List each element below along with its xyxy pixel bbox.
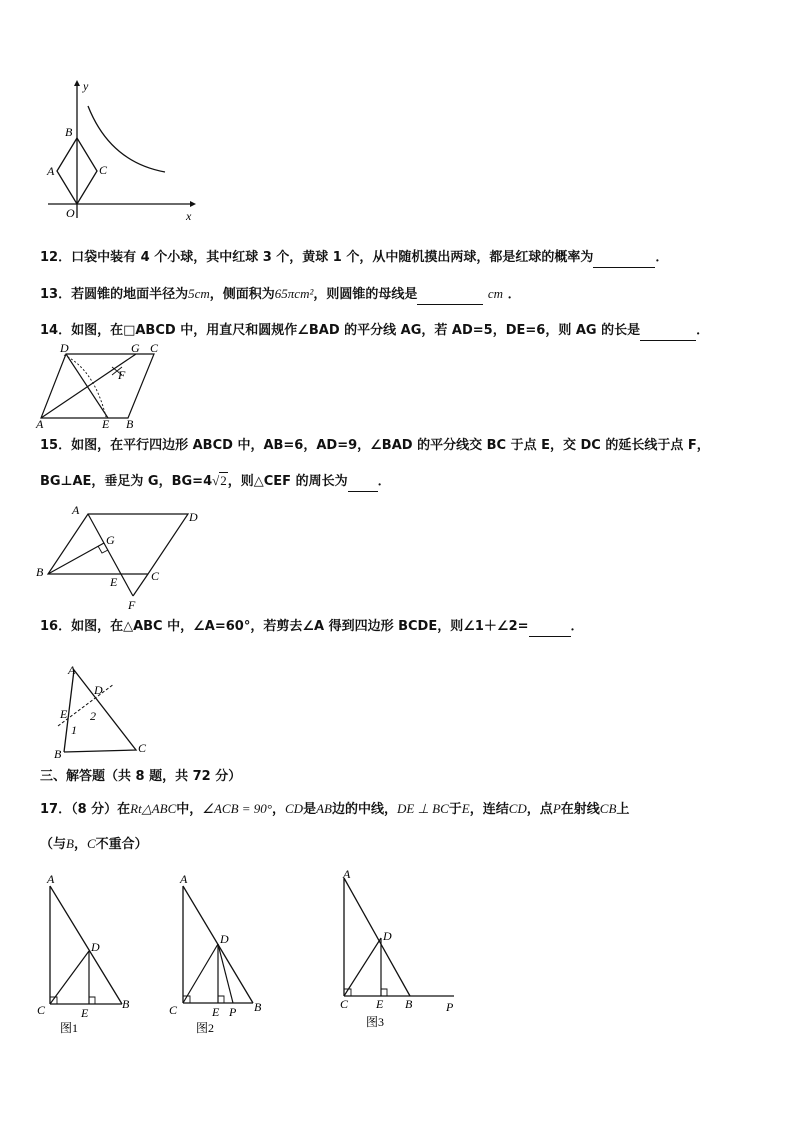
q17-fig3-caption: 图3 — [366, 1015, 385, 1029]
section-3-title-text: 三、解答题（共 8 题，共 72 分） — [40, 769, 242, 784]
q17-figure-2 — [166, 870, 276, 1040]
q11-graph — [40, 78, 200, 228]
q17-figure-1 — [34, 870, 144, 1040]
q14-label-f: F — [118, 368, 126, 382]
q14-answer-blank[interactable] — [640, 326, 696, 341]
q13-end: ． — [507, 287, 521, 302]
q17-d: 是 — [303, 802, 317, 817]
q16-angle-2: 2 — [90, 709, 96, 723]
q15-label-f: F — [128, 598, 136, 612]
q17-diagram-3 — [330, 862, 470, 1032]
question-12 — [40, 248, 668, 268]
question-17-line1 — [40, 799, 629, 820]
q17-fig2-label-a: A — [180, 872, 188, 886]
q11-y-label: y — [83, 79, 89, 93]
q12-end: ． — [655, 250, 669, 265]
q17-b: 中， — [176, 802, 203, 817]
q12-answer-blank[interactable] — [593, 253, 655, 268]
q16-diagram — [48, 662, 158, 762]
q17-fig2-label-p: P — [229, 1005, 237, 1019]
q15-sqrt: √2 — [212, 473, 227, 488]
q13-pre: 13．若圆锥的地面半径为 — [40, 287, 189, 302]
q17-ab: AB — [316, 801, 332, 816]
q15-line1: 15．如图，在平行四边形 ABCD 中，AB=6，AD=9，∠BAD 的平分线交 BC 于点 E，交 DC 的延长线于点 F， — [40, 438, 710, 453]
q17-line2-b: ， — [73, 837, 87, 852]
q17-fig1-label-a: A — [47, 872, 55, 886]
q17-fig1-label-e: E — [81, 1006, 89, 1020]
q15-label-c: C — [151, 569, 160, 583]
q17-h: ，点 — [526, 802, 553, 817]
q17-g: ，连结 — [469, 802, 509, 817]
q15-label-d: D — [189, 510, 198, 524]
q17-fig2-caption: 图2 — [196, 1021, 215, 1035]
q16-label-c: C — [138, 741, 147, 755]
q14-label-a: A — [36, 417, 44, 431]
q16-text: 16．如图，在△ABC 中，∠A=60°，若剪去∠A 得到四边形 BCDE，则∠1＋∠2= — [40, 619, 529, 634]
q17-fig2-label-c: C — [169, 1003, 178, 1017]
question-14 — [40, 321, 709, 341]
q16-label-e: E — [60, 707, 68, 721]
q17-fig3-label-c: C — [340, 997, 349, 1011]
q17-c: ， — [271, 802, 285, 817]
q14-label-c: C — [150, 341, 159, 355]
q17-fig1-label-d: D — [91, 940, 100, 954]
q17-point-p: P — [552, 801, 561, 816]
q11-origin-label: O — [66, 206, 75, 220]
q13-answer-blank[interactable] — [417, 290, 483, 305]
q11-figure — [40, 78, 200, 228]
q17-fig1-caption: 图1 — [60, 1021, 79, 1035]
q17-point-e: E — [461, 801, 470, 816]
q14-label-e: E — [102, 417, 110, 431]
q15-sqrt-arg: 2 — [220, 473, 227, 488]
q14-diagram — [36, 341, 176, 431]
q16-figure — [48, 662, 158, 762]
q17-fig2-label-d: D — [220, 932, 229, 946]
q13-mid: ，侧面积为 — [209, 287, 275, 302]
q17-i: 在射线 — [560, 802, 600, 817]
q17-fig3-label-p: P — [446, 1000, 454, 1014]
q15-diagram — [36, 503, 206, 616]
q17-diagram-1 — [34, 870, 144, 1040]
q16-angle-1: 1 — [71, 723, 77, 737]
q17-cd2: CD — [508, 801, 527, 816]
q13-area: 65πcm² — [274, 286, 314, 301]
question-15-line2 — [40, 471, 391, 492]
q16-label-d: D — [94, 683, 103, 697]
q15-line2-post: ，则△CEF 的周长为 — [227, 474, 348, 489]
question-15-line1 — [40, 436, 710, 456]
q14-label-d: D — [60, 341, 69, 355]
q17-debc: DE ⊥ BC — [396, 801, 449, 816]
q15-end: ． — [377, 474, 391, 489]
q17-fig3-label-a: A — [343, 867, 351, 881]
q14-figure — [36, 341, 176, 431]
q17-angle: ∠ACB = 90° — [202, 801, 272, 816]
q17-point-c: C — [86, 836, 96, 851]
q14-label-g: G — [131, 341, 140, 355]
q17-diagram-2 — [166, 870, 276, 1040]
q15-line2-pre: BG⊥AE，垂足为 G，BG=4 — [40, 474, 213, 489]
q16-end: ． — [570, 619, 584, 634]
q16-label-a: A — [68, 663, 76, 677]
q17-a: 17．（8 分）在 — [40, 802, 131, 817]
q13-unit: cm — [487, 286, 504, 301]
q15-figure — [36, 503, 206, 616]
q17-cb: CB — [599, 801, 617, 816]
q11-point-c: C — [99, 163, 108, 177]
q13-post: ，则圆锥的母线是 — [313, 287, 418, 302]
question-17-line2 — [40, 834, 148, 855]
question-16 — [40, 617, 584, 637]
q17-point-b: B — [66, 836, 74, 851]
q17-cd: CD — [285, 801, 304, 816]
q11-point-a: A — [47, 164, 55, 178]
section-3-title — [40, 767, 241, 787]
q17-j: 上 — [616, 802, 630, 817]
q17-rt: Rt△ABC — [130, 801, 177, 816]
q12-text: 12．口袋中装有 4 个小球，其中红球 3 个，黄球 1 个，从中随机摸出两球，都是红球的概率为 — [40, 250, 594, 265]
q17-line2-c: 不重合） — [95, 837, 148, 852]
q17-f: 于 — [448, 802, 462, 817]
q14-end: ． — [696, 323, 710, 338]
q17-line2-a: （与 — [40, 837, 67, 852]
q15-label-g: G — [106, 533, 115, 547]
q15-label-e: E — [110, 575, 118, 589]
q15-label-b: B — [36, 565, 44, 579]
q17-fig2-label-e: E — [212, 1005, 220, 1019]
q14-text: 14．如图，在□ABCD 中，用直尺和圆规作∠BAD 的平分线 AG，若 AD=5，DE=6，则 AG 的长是 — [40, 323, 641, 338]
q15-answer-blank[interactable] — [348, 477, 378, 492]
q14-label-b: B — [126, 417, 134, 431]
q16-answer-blank[interactable] — [529, 622, 571, 637]
q11-point-b: B — [65, 125, 73, 139]
q17-figure-3 — [330, 862, 470, 1032]
q17-e: 边的中线， — [331, 802, 397, 817]
q17-fig2-label-b: B — [254, 1000, 262, 1014]
q16-label-b: B — [54, 747, 62, 761]
q11-x-label: x — [186, 209, 192, 223]
question-13 — [40, 284, 521, 305]
q17-fig1-label-b: B — [122, 997, 130, 1011]
q17-fig3-label-e: E — [376, 997, 384, 1011]
q17-fig1-label-c: C — [37, 1003, 46, 1017]
q13-radius: 5cm — [188, 286, 210, 301]
q17-fig3-label-b: B — [405, 997, 413, 1011]
q15-label-a: A — [72, 503, 80, 517]
q17-fig3-label-d: D — [383, 929, 392, 943]
